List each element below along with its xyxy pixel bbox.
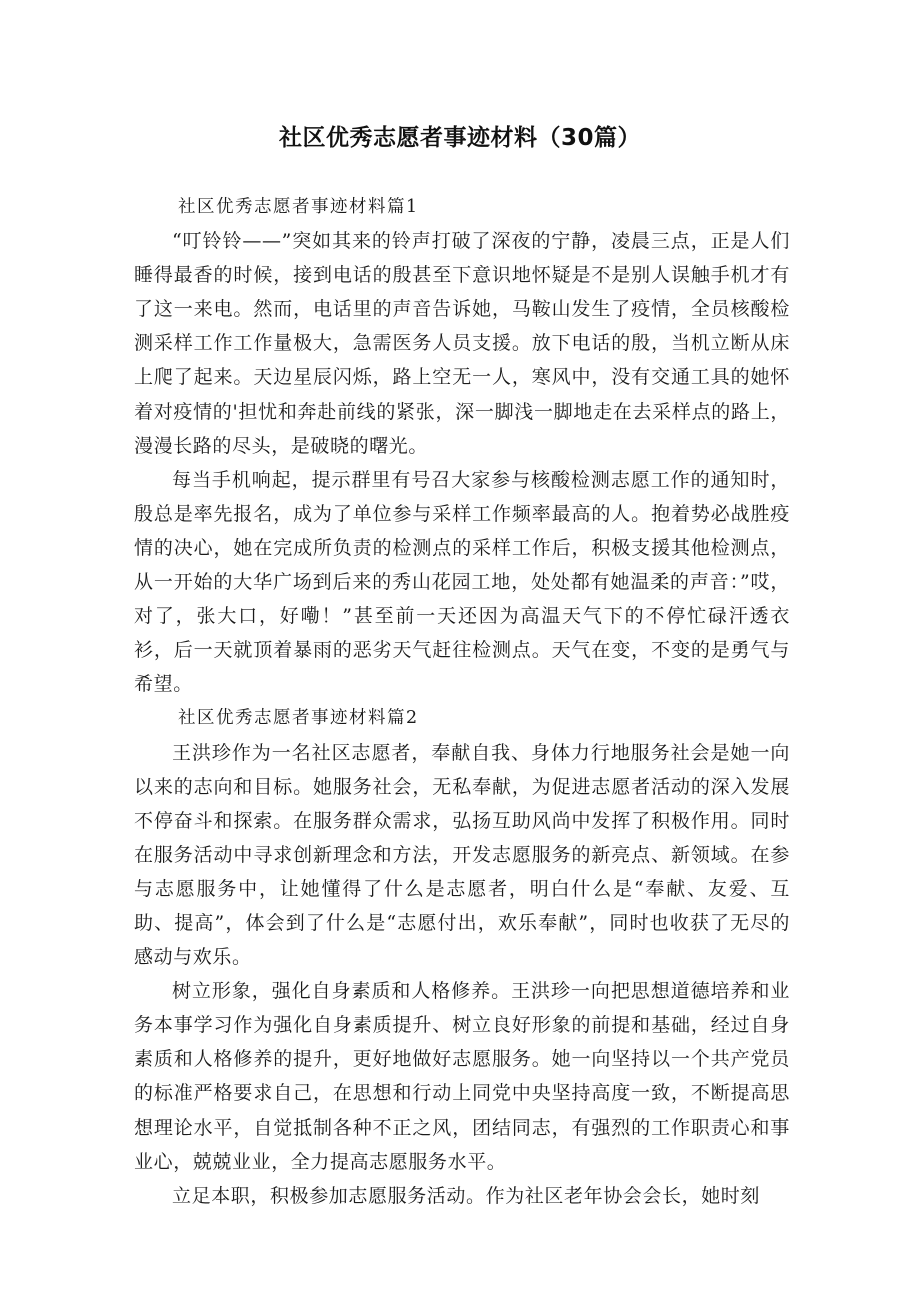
- paragraph: 王洪珍作为一名社区志愿者，奉献自我、身体力行地服务社会是她一向以来的志向和目标。她服务社会，无私奉献，为促进志愿者活动的深入发展不停奋斗和探索。在服务群众需求，弘扬互助风尚中发挥了积极作用。同时在服务活动中寻求创新理念和方法，开发志愿服务的新亮点、新领域。在参与志愿服务中，让她懂得了什么是志愿者，明白什么是“奉献、友爱、互助、提高”，体会到了什么是“志愿付出，欢乐奉献”，同时也收获了无尽的感动与欢乐。: [134, 741, 790, 969]
- paragraph: “叮铃铃——”突如其来的铃声打破了深夜的宁静，凌晨三点，正是人们睡得最香的时候，接到电话的殷甚至下意识地怀疑是不是别人误触手机才有了这一来电。然而，电话里的声音告诉她，马鞍山发生了疫情，全员核酸检测采样工作工作量极大，急需医务人员支援。放下电话的殷，当机立断从床上爬了起来。天边星辰闪烁，路上空无一人，寒风中，没有交通工具的她怀着对疫情的'担忧和奔赴前线的紧张，深一脚浅一脚地走在去采样点的路上，漫漫长路的尽头，是破晓的曙光。: [134, 230, 790, 457]
- document-title: 社区优秀志愿者事迹材料（30篇）: [278, 125, 641, 151]
- paragraph: 每当手机响起，提示群里有号召大家参与核酸检测志愿工作的通知时，殷总是率先报名，成为了单位参与采样工作频率最高的人。抱着势必战胜疫情的决心，她在完成所负责的检测点的采样工作后，积极支援其他检测点，从一开始的大华广场到后来的秀山花园工地，处处都有她温柔的声音：”哎，对了，张大口，好嘞！”甚至前一天还因为高温天气下的不停忙碌汗透衣衫，后一天就顶着暴雨的恶劣天气赶往检测点。天气在变，不变的是勇气与希望。: [134, 468, 790, 696]
- document-body: [134, 190, 790, 1213]
- paragraph: 立足本职，积极参加志愿服务活动。作为社区老年协会会长，她时刻: [172, 1184, 761, 1207]
- paragraph: 树立形象，强化自身素质和人格修养。王洪珍一向把思想道德培养和业务本事学习作为强化自身素质提升、树立良好形象的前提和基础，经过自身素质和人格修养的提升，更好地做好志愿服务。她一向坚持以一个共产党员的标准严格要求自己，在思想和行动上同党中央坚持高度一致，不断提高思想理论水平，自觉抵制各种不正之风，团结同志，有强烈的工作职责心和事业心，兢兢业业，全力提高志愿服务水平。: [134, 980, 790, 1173]
- section-heading: 社区优秀志愿者事迹材料篇1: [178, 197, 419, 217]
- section-heading: 社区优秀志愿者事迹材料篇2: [178, 708, 419, 729]
